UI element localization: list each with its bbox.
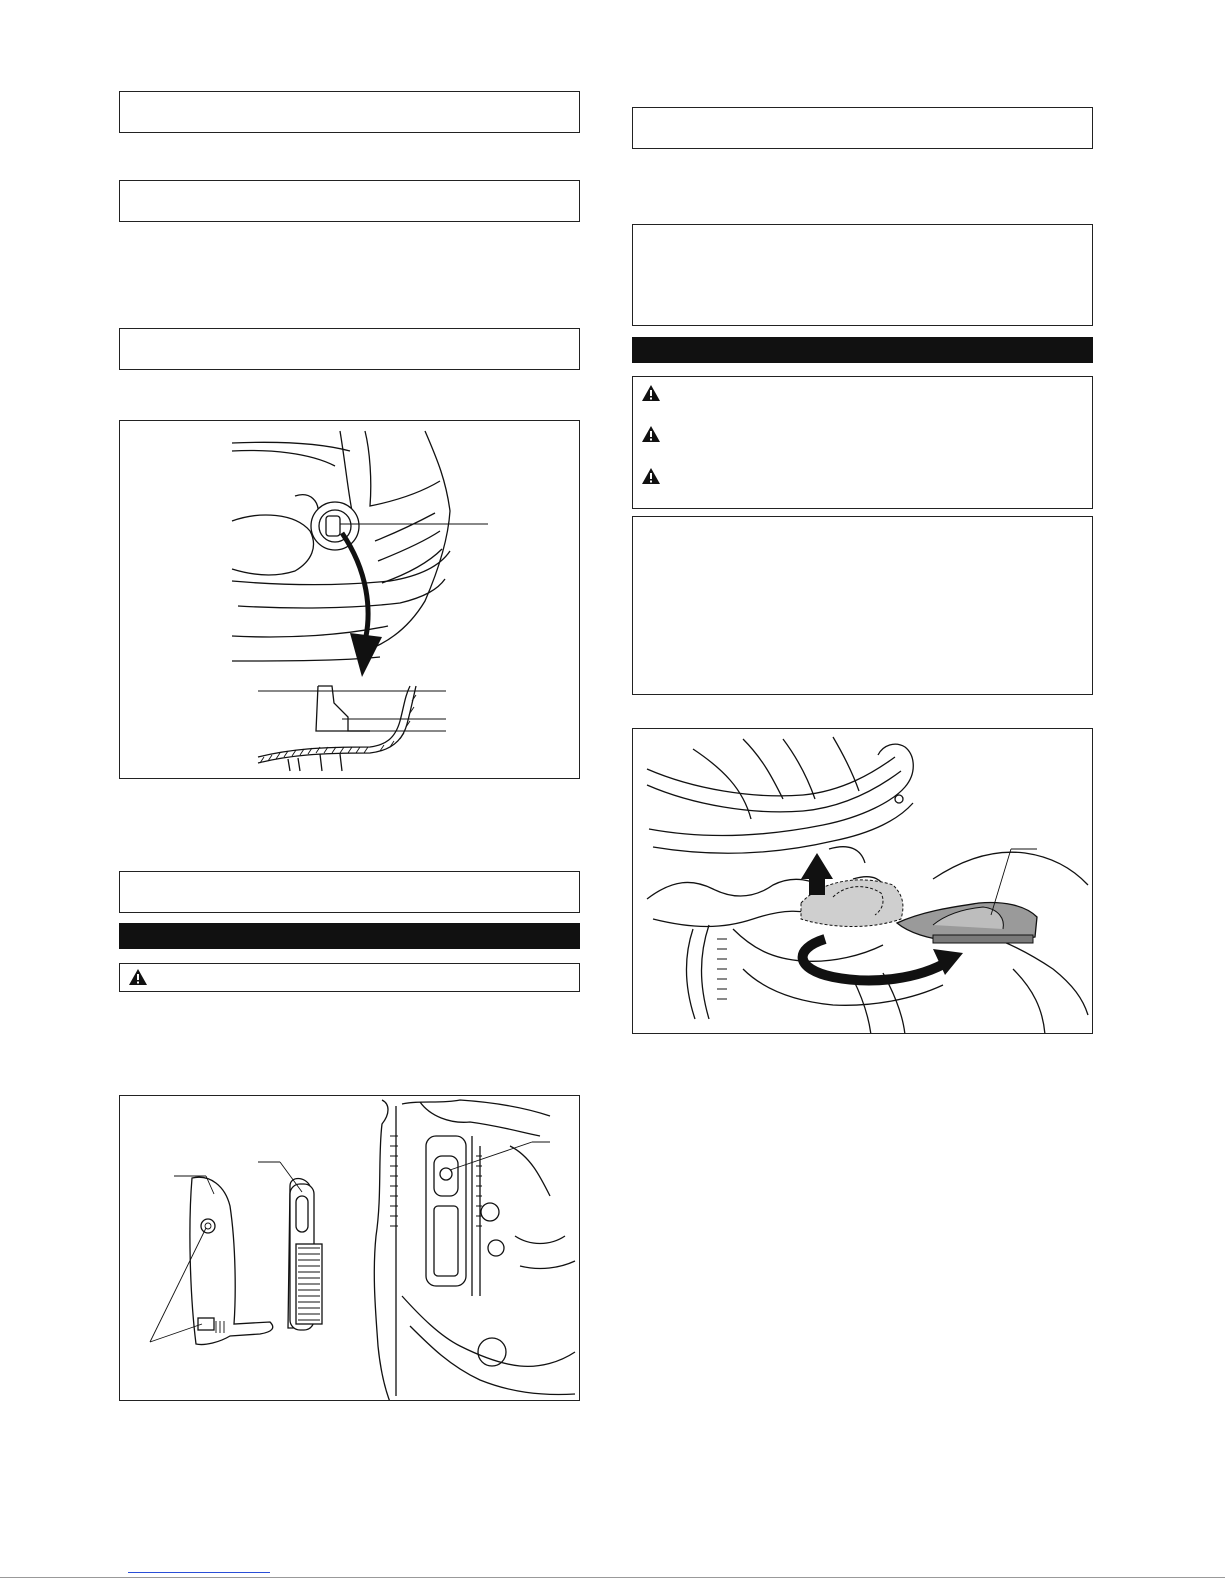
warning-row-3: [641, 467, 661, 485]
figure-air-filter: [119, 1095, 580, 1401]
left-warning-box: [119, 963, 580, 992]
left-heading-box-2: [119, 180, 580, 222]
warning-triangle-icon: [641, 384, 661, 402]
left-heading-box-4: [119, 871, 580, 913]
filter-removal-illustration: [633, 729, 1093, 1034]
left-heading-box-1: [119, 91, 580, 133]
figure-drain-plug: [119, 420, 580, 779]
warning-row-1: [641, 384, 661, 402]
left-section-bar: [119, 923, 580, 949]
figure-filter-removal: [632, 728, 1093, 1034]
warning-triangle-icon: [641, 467, 661, 485]
right-notice-box: [632, 516, 1093, 695]
warning-row-1: [128, 968, 148, 986]
warning-triangle-icon: [641, 425, 661, 443]
footer-link-underline[interactable]: [128, 1572, 270, 1573]
drain-plug-illustration: [120, 421, 580, 779]
left-heading-box-3: [119, 328, 580, 370]
air-filter-illustration: [120, 1096, 580, 1401]
footer-rule: [0, 1577, 1225, 1578]
warning-row-2: [641, 425, 661, 443]
right-note-box: [632, 224, 1093, 326]
warning-triangle-icon: [128, 968, 148, 986]
right-heading-box-1: [632, 107, 1093, 149]
right-section-bar: [632, 337, 1093, 363]
right-warning-box: [632, 376, 1093, 509]
arrow-icon: [350, 633, 382, 677]
